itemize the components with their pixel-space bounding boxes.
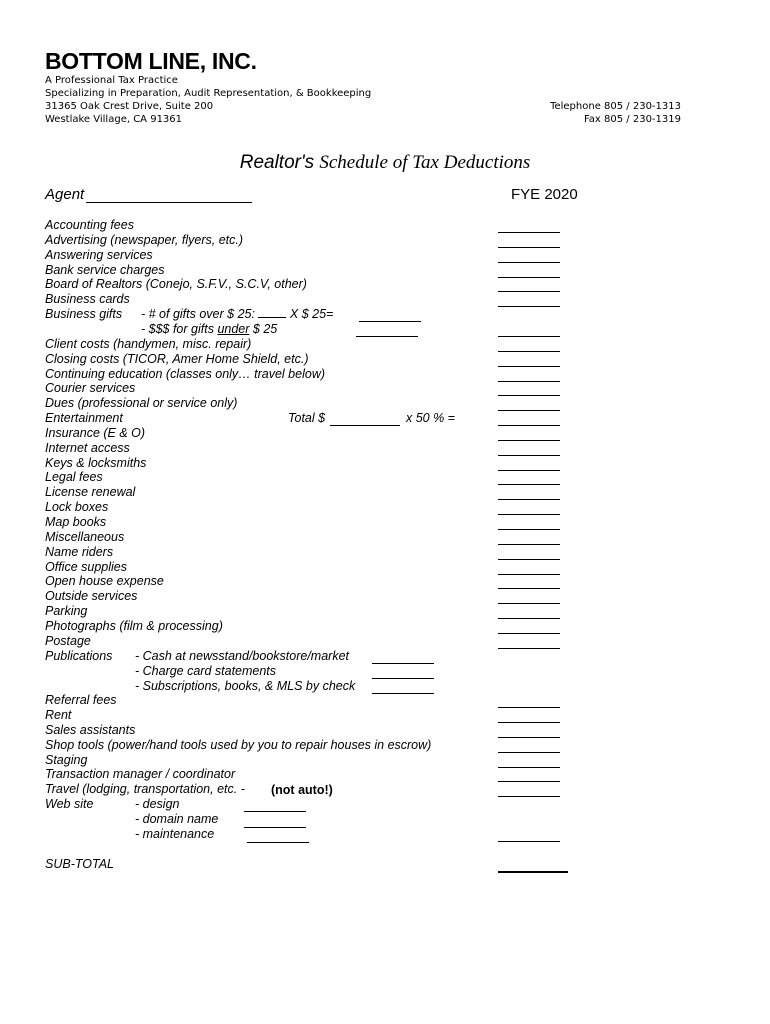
amount-line[interactable] xyxy=(498,306,560,307)
amount-line[interactable] xyxy=(498,603,560,604)
tagline-2: Specializing in Preparation, Audit Representation, & Bookkeeping xyxy=(45,88,372,99)
amount-line[interactable] xyxy=(498,752,560,753)
amount-line[interactable] xyxy=(498,366,560,367)
fax: Fax 805 / 230-1319 xyxy=(583,114,681,125)
deduction-item: Miscellaneous xyxy=(45,529,125,544)
entertainment-total-label: Total $ xyxy=(288,411,326,425)
amount-line[interactable] xyxy=(498,499,560,500)
website-line-3[interactable] xyxy=(247,842,309,843)
deduction-item: Sales assistants xyxy=(45,722,136,737)
deduction-item: Bank service charges xyxy=(45,262,165,277)
title-part-2: Schedule of Tax Deductions xyxy=(319,152,531,173)
deduction-item: Answering services xyxy=(45,247,153,262)
amount-line[interactable] xyxy=(498,455,560,456)
fye-label: FYE 2020 xyxy=(511,186,578,203)
website-line-2[interactable] xyxy=(244,827,306,828)
deduction-item: Referral fees xyxy=(45,693,117,708)
amount-line[interactable] xyxy=(498,262,560,263)
title-part-1: Realtor's xyxy=(239,152,320,173)
amount-line[interactable] xyxy=(498,574,560,575)
page-title xyxy=(0,152,770,174)
gifts-count-blank[interactable] xyxy=(258,307,286,318)
amount-line[interactable] xyxy=(498,514,560,515)
website-sub-3: - maintenance xyxy=(135,827,215,841)
amount-line[interactable] xyxy=(498,633,560,634)
deduction-item: Map books xyxy=(45,515,107,529)
deduction-item: Insurance (E & O) xyxy=(45,425,146,440)
deduction-item: Continuing education (classes only… travel below) xyxy=(45,366,326,381)
deduction-item: Closing costs (TICOR, Amer Home Shield, etc.) xyxy=(45,351,309,366)
deduction-item: Web site xyxy=(45,797,94,812)
company-name: BOTTOM LINE, INC. xyxy=(45,48,257,74)
gifts-under-amount-line[interactable] xyxy=(356,336,418,337)
deduction-item: Open house expense xyxy=(45,574,164,589)
gifts-over-amount-line[interactable] xyxy=(359,321,421,322)
deduction-item: Photographs (film & processing) xyxy=(45,618,223,633)
gifts-under-line: - $$$ for gifts under $ 25 xyxy=(141,322,278,336)
entertainment-percent: x 50 % = xyxy=(406,411,455,425)
amount-line[interactable] xyxy=(498,796,560,797)
amount-line[interactable] xyxy=(498,767,560,768)
subtotal-line[interactable] xyxy=(498,871,568,873)
amount-line[interactable] xyxy=(498,722,560,723)
publications-line-1[interactable] xyxy=(372,663,434,664)
deduction-item: Entertainment xyxy=(45,411,123,426)
amount-line[interactable] xyxy=(498,336,560,337)
publications-line-2[interactable] xyxy=(372,678,434,679)
deduction-item: Transaction manager / coordinator xyxy=(45,767,236,782)
website-sub-1: - design xyxy=(135,797,180,811)
deduction-item: Courier services xyxy=(45,381,136,396)
deduction-item: Shop tools (power/hand tools used by you to repair houses in escrow) xyxy=(45,737,432,752)
deduction-item: Lock boxes xyxy=(45,500,109,515)
amount-line[interactable] xyxy=(498,381,560,382)
amount-line[interactable] xyxy=(498,425,560,426)
gifts-over-line: - # of gifts over $ 25: X $ 25= xyxy=(141,307,334,321)
amount-line[interactable] xyxy=(498,395,560,396)
deduction-item: Name riders xyxy=(45,544,114,559)
agent-label: Agent xyxy=(45,186,85,203)
amount-line[interactable] xyxy=(498,588,560,589)
deduction-item: Travel (lodging, transportation, etc. - xyxy=(45,782,245,797)
deduction-item: Business cards xyxy=(45,292,130,307)
deduction-item: Accounting fees xyxy=(45,218,134,232)
deduction-item: Client costs (handymen, misc. repair) xyxy=(45,336,252,351)
amount-line[interactable] xyxy=(498,351,560,352)
amount-line[interactable] xyxy=(498,559,560,560)
deduction-item: License renewal xyxy=(45,485,136,500)
deduction-item: Legal fees xyxy=(45,470,103,485)
amount-line[interactable] xyxy=(498,247,560,248)
address-line-2: Westlake Village, CA 91361 xyxy=(45,114,183,125)
deduction-item: Publications xyxy=(45,648,113,663)
publications-line-3[interactable] xyxy=(372,693,434,694)
publications-sub-2: - Charge card statements xyxy=(135,664,277,678)
website-sub-2: - domain name xyxy=(135,812,219,826)
website-line-1[interactable] xyxy=(244,811,306,812)
deduction-item: Staging xyxy=(45,752,88,767)
tagline-1: A Professional Tax Practice xyxy=(45,75,178,86)
amount-line[interactable] xyxy=(498,529,560,530)
deduction-item: Board of Realtors (Conejo, S.F.V., S.C.V, other) xyxy=(45,277,307,292)
amount-line[interactable] xyxy=(498,841,560,842)
amount-line[interactable] xyxy=(498,707,560,708)
subtotal-label: SUB-TOTAL xyxy=(45,857,114,871)
entertainment-total-line[interactable] xyxy=(330,425,400,426)
amount-line[interactable] xyxy=(498,410,560,411)
amount-line[interactable] xyxy=(498,648,560,649)
publications-sub-3: - Subscriptions, books, & MLS by check xyxy=(135,679,356,693)
deduction-item: Keys & locksmiths xyxy=(45,455,147,470)
publications-sub-1: - Cash at newsstand/bookstore/market xyxy=(135,649,349,663)
deduction-item: Advertising (newspaper, flyers, etc.) xyxy=(45,232,243,247)
deduction-item: Outside services xyxy=(45,589,138,604)
deduction-item: Parking xyxy=(45,604,88,619)
telephone: Telephone 805 / 230-1313 xyxy=(550,101,681,112)
deduction-item: Business gifts xyxy=(45,307,123,322)
deduction-item: Internet access xyxy=(45,440,130,455)
address-line-1: 31365 Oak Crest Drive, Suite 200 xyxy=(45,101,214,112)
agent-line[interactable] xyxy=(86,202,252,203)
amount-line[interactable] xyxy=(498,781,560,782)
deduction-item: Rent xyxy=(45,708,72,723)
deduction-item: Postage xyxy=(45,633,91,648)
amount-line[interactable] xyxy=(498,544,560,545)
amount-line[interactable] xyxy=(498,484,560,485)
amount-line[interactable] xyxy=(498,440,560,441)
deduction-item: Dues (professional or service only) xyxy=(45,396,238,411)
amount-line[interactable] xyxy=(498,232,560,233)
amount-line[interactable] xyxy=(498,277,560,278)
amount-line[interactable] xyxy=(498,737,560,738)
deduction-item: Office supplies xyxy=(45,559,127,574)
amount-line[interactable] xyxy=(498,470,560,471)
amount-line[interactable] xyxy=(498,291,560,292)
amount-line[interactable] xyxy=(498,618,560,619)
travel-note: (not auto!) xyxy=(271,783,333,797)
